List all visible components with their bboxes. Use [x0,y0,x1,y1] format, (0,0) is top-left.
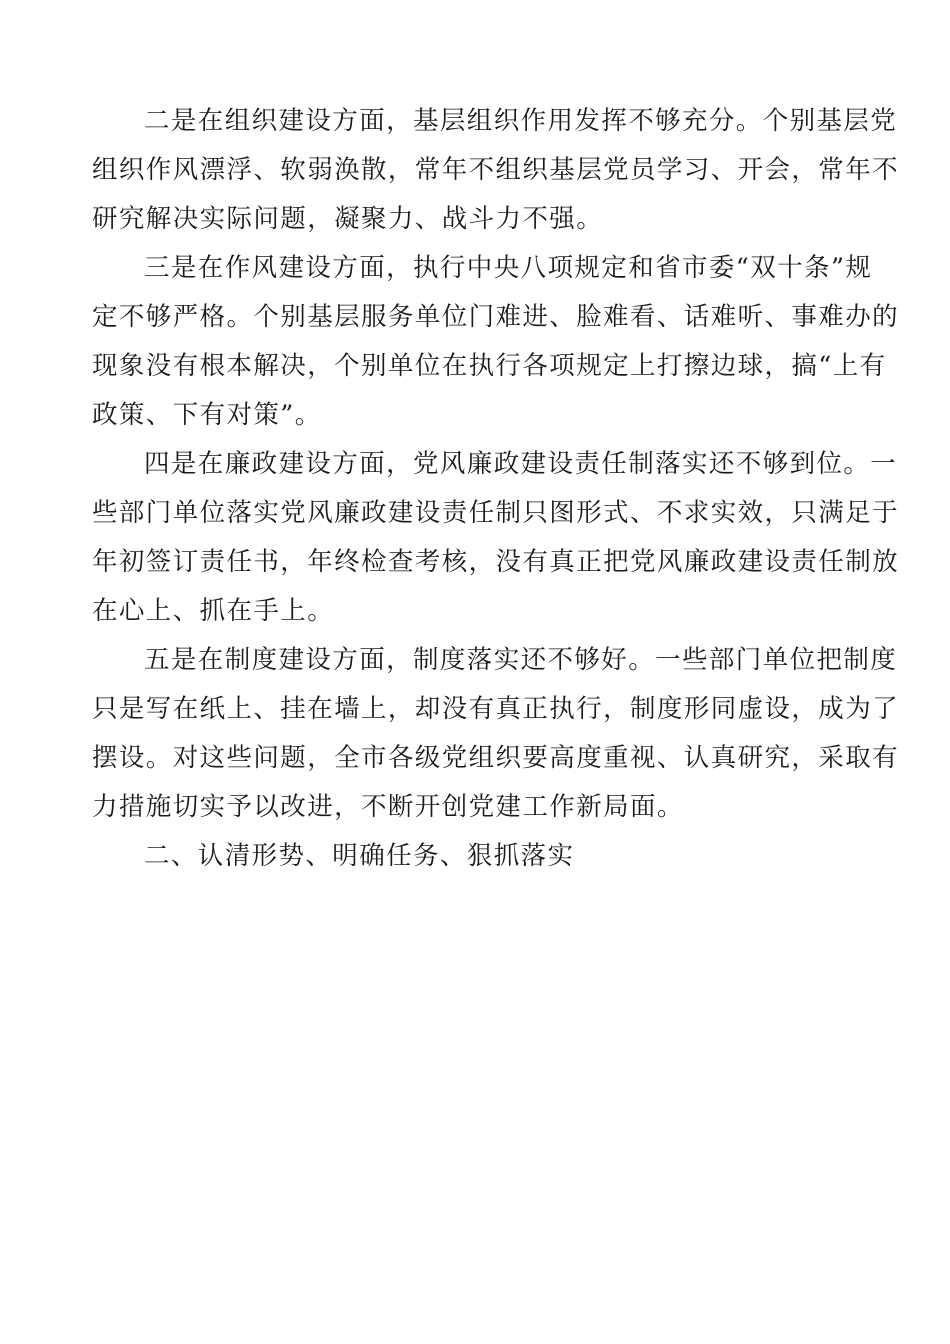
text-line: 年初签订责任书，年终检查考核，没有真正把党风廉政建设责任制放 [92,547,900,577]
paragraph-institution [92,636,900,832]
text-line: 研究解决实际问题，凝聚力、战斗力不强。 [92,204,604,234]
paragraph-integrity [92,440,900,636]
text-line: 力措施切实予以改进，不断开创党建工作新局面。 [92,792,684,822]
text-line: 二是在组织建设方面，基层组织作用发挥不够充分。个别基层党 [144,106,898,136]
text-line: 四是在廉政建设方面，党风廉政建设责任制落实还不够到位。一 [144,449,898,479]
text-line: 政策、下有对策”。 [92,400,322,430]
text-line: 现象没有根本解决，个别单位在执行各项规定上打擦边球，搞“上有 [92,351,887,381]
text-line: 在心上、抓在手上。 [92,596,335,626]
text-line: 摆设。对这些问题，全市各级党组织要高度重视、认真研究，采取有 [92,743,900,773]
text-line: 三是在作风建设方面，执行中央八项规定和省市委“双十条”规 [144,253,873,283]
document-body [92,97,900,881]
text-line: 些部门单位落实党风廉政建设责任制只图形式、不求实效，只满足于 [92,498,900,528]
paragraph-work-style [92,244,900,440]
text-line: 五是在制度建设方面，制度落实还不够好。一些部门单位把制度 [144,645,898,675]
section-heading: 二、认清形势、明确任务、狠抓落实 [144,841,575,871]
text-line: 定不够严格。个别基层服务单位门难进、脸难看、话难听、事难办的 [92,302,900,332]
paragraph-organization [92,97,900,244]
text-line: 只是写在纸上、挂在墙上，却没有真正执行，制度形同虚设，成为了 [92,694,900,724]
text-line: 组织作风漂浮、软弱涣散，常年不组织基层党员学习、开会，常年不 [92,155,900,185]
